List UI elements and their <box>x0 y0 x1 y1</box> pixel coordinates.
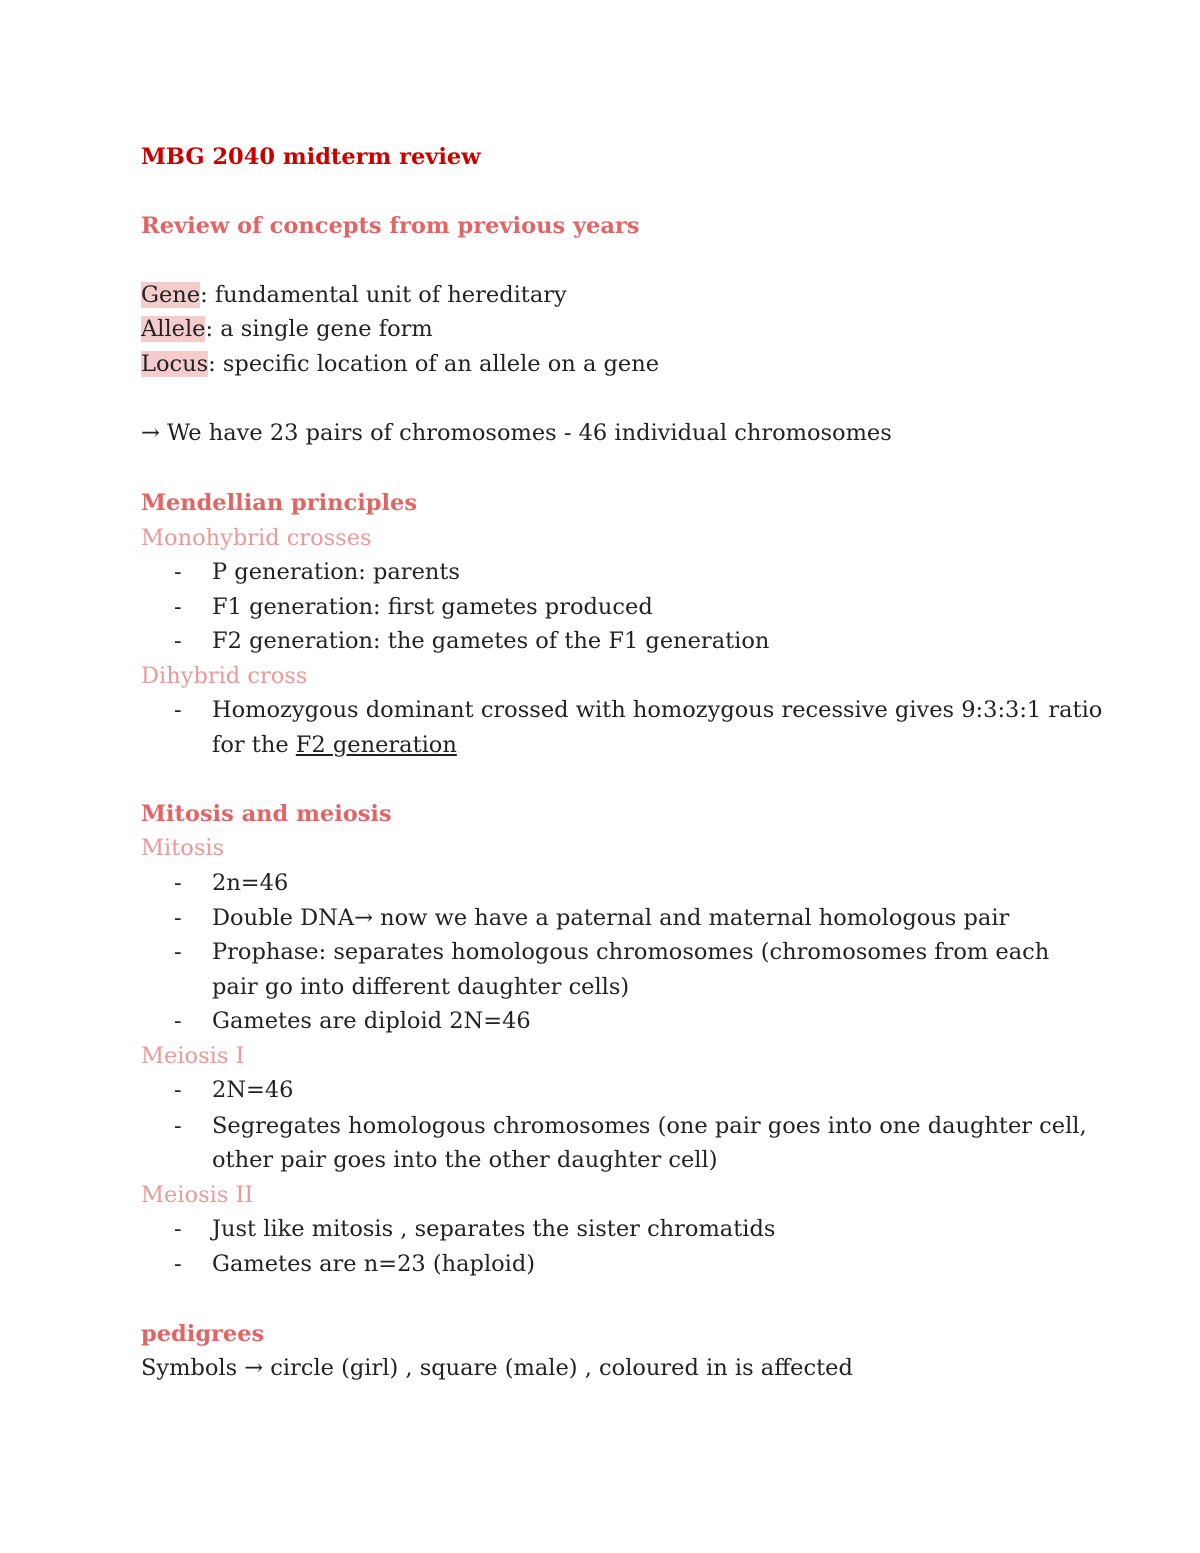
list-item: Gametes are diploid 2N=46 <box>212 1008 531 1034</box>
definition-gene-text: : fundamental unit of hereditary <box>200 282 567 308</box>
list-item: F2 generation: the gametes of the F1 generation <box>212 628 770 654</box>
list-item: P generation: parents <box>212 559 460 585</box>
section-heading-mitosis-meiosis: Mitosis and meiosis <box>141 801 392 827</box>
list-item: Segregates homologous chromosomes (one pair goes into one daughter cell, <box>212 1113 1087 1139</box>
definition-gene <box>141 280 567 310</box>
pedigree-symbols: Symbols → circle (girl) , square (male) , coloured in is affected <box>141 1355 853 1381</box>
bullet-dash: - <box>174 939 182 965</box>
bullet-dash: - <box>174 905 182 931</box>
bullet-dash: - <box>174 870 182 896</box>
section-heading-mendel: Mendellian principles <box>141 490 418 516</box>
bullet-dash: - <box>174 1008 182 1034</box>
doc-title: MBG 2040 midterm review <box>141 144 481 170</box>
list-item-continuation <box>212 730 457 760</box>
bullet-dash: - <box>174 1251 182 1277</box>
bullet-dash: - <box>174 1216 182 1242</box>
subheading-meiosis-2: Meiosis II <box>141 1182 254 1208</box>
chromosome-note: → We have 23 pairs of chromosomes - 46 individual chromosomes <box>141 420 892 446</box>
list-item: 2n=46 <box>212 870 289 896</box>
definition-allele <box>141 314 433 344</box>
term-locus: Locus <box>141 351 209 377</box>
list-item: Prophase: separates homologous chromosomes (chromosomes from each <box>212 939 1050 965</box>
list-item: Double DNA→ now we have a paternal and maternal homologous pair <box>212 905 1010 931</box>
list-item-continuation: pair go into different daughter cells) <box>212 974 630 1000</box>
list-item: Gametes are n=23 (haploid) <box>212 1251 536 1277</box>
term-gene: Gene <box>141 282 201 308</box>
list-item: 2N=46 <box>212 1077 294 1103</box>
list-item: F1 generation: first gametes produced <box>212 594 653 620</box>
definition-allele-text: : a single gene form <box>205 316 433 342</box>
term-allele: Allele <box>141 316 206 342</box>
bullet-dash: - <box>174 1113 182 1139</box>
definition-locus <box>141 349 659 379</box>
list-item: Homozygous dominant crossed with homozygous recessive gives 9:3:3:1 ratio <box>212 697 1103 723</box>
subheading-monohybrid: Monohybrid crosses <box>141 525 372 551</box>
bullet-dash: - <box>174 594 182 620</box>
bullet-dash: - <box>174 559 182 585</box>
bullet-dash: - <box>174 628 182 654</box>
subheading-mitosis: Mitosis <box>141 835 225 861</box>
underlined-term: F2 generation <box>295 732 457 758</box>
section-heading-pedigrees: pedigrees <box>141 1321 265 1347</box>
list-item-text: for the <box>212 732 296 758</box>
bullet-dash: - <box>174 697 182 723</box>
bullet-dash: - <box>174 1077 182 1103</box>
subheading-dihybrid: Dihybrid cross <box>141 663 308 689</box>
definition-locus-text: : specific location of an allele on a gene <box>208 351 660 377</box>
list-item-continuation: other pair goes into the other daughter cell) <box>212 1147 718 1173</box>
section-heading-review: Review of concepts from previous years <box>141 213 640 239</box>
subheading-meiosis-1: Meiosis I <box>141 1043 245 1069</box>
list-item: Just like mitosis , separates the sister chromatids <box>212 1216 776 1242</box>
